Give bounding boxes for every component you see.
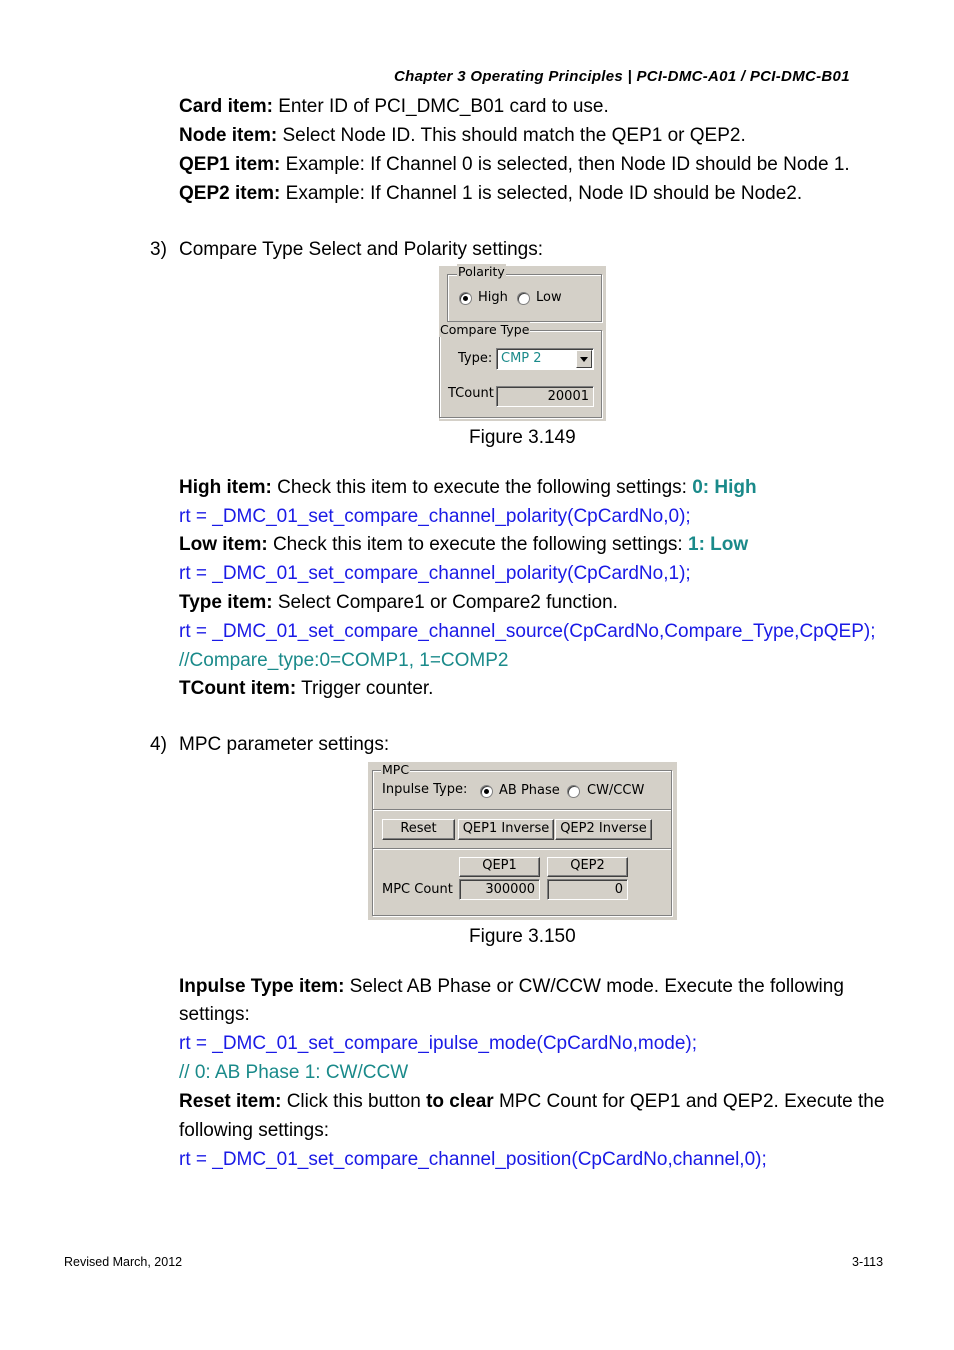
high-item-label: High item: (179, 477, 272, 498)
node-item-text: Select Node ID. This should match the QEP1 or QEP2. (277, 125, 746, 146)
card-item-label: Card item: (179, 96, 273, 117)
inpulse-item-comment: // 0: AB Phase 1: CW/CCW (179, 1062, 409, 1083)
qep2-item-label: QEP2 item: (179, 183, 281, 204)
radio-selected-dot (463, 296, 468, 301)
high-item-code: rt = _DMC_01_set_compare_channel_polarity(CpCardNo,0); (179, 506, 691, 527)
qep2-mpc-count-field[interactable]: 0 (547, 879, 628, 900)
high-radio[interactable] (459, 292, 472, 305)
low-item-line (179, 534, 748, 556)
reset-item-text-b: MPC Count for QEP1 and QEP2. Execute the (493, 1091, 885, 1112)
cw-ccw-label: CW/CCW (587, 783, 645, 798)
qep1-inverse-button[interactable]: QEP1 Inverse (458, 819, 554, 840)
mpc-legend: MPC (382, 762, 410, 777)
ab-phase-radio[interactable] (480, 785, 493, 798)
low-item-label: Low item: (179, 534, 268, 555)
low-item-value: 1: Low (688, 534, 749, 555)
tcount-field[interactable]: 20001 (496, 386, 594, 407)
reset-item-bold: to clear (426, 1091, 494, 1112)
type-item-code: rt = _DMC_01_set_compare_channel_source(CpCardNo,Compare_Type,CpQEP); (179, 621, 876, 642)
inpulse-item-text-cont: settings: (179, 1004, 250, 1025)
reset-item-text-cont: following settings: (179, 1120, 329, 1141)
radio-selected-dot (484, 789, 489, 794)
qep2-inverse-button[interactable]: QEP2 Inverse (555, 819, 652, 840)
type-item-comment: //Compare_type:0=COMP1, 1=COMP2 (179, 650, 509, 671)
tcount-item-line (179, 678, 433, 700)
node-item-line (179, 125, 746, 147)
card-item-line (179, 96, 609, 118)
footer-revision: Revised March, 2012 (64, 1255, 183, 1269)
type-label: Type: (458, 351, 493, 366)
divider (373, 848, 671, 850)
qep2-item-line (179, 183, 802, 205)
high-radio-label: High (478, 290, 508, 305)
figure-3-150-caption: Figure 3.150 (469, 926, 576, 947)
node-item-label: Node item: (179, 125, 278, 146)
cw-ccw-radio[interactable] (567, 785, 580, 798)
qep2-column-header: QEP2 (547, 857, 628, 877)
polarity-compare-dialog (439, 266, 606, 421)
low-radio-label: Low (536, 290, 562, 305)
type-select[interactable] (496, 348, 594, 370)
low-item-text: Check this item to execute the following settings: (267, 534, 688, 555)
ab-phase-label: AB Phase (499, 783, 560, 798)
reset-item-label: Reset item: (179, 1091, 282, 1112)
type-item-text: Select Compare1 or Compare2 function. (272, 592, 618, 613)
tcount-item-text: Trigger counter. (296, 678, 434, 699)
high-item-line (179, 477, 757, 499)
type-item-line (179, 592, 618, 614)
type-item-label: Type item: (179, 592, 273, 613)
section-3-number: 3) (150, 239, 167, 260)
reset-item-line (179, 1091, 884, 1113)
inpulse-item-text: Select AB Phase or CW/CCW mode. Execute the following (344, 976, 844, 997)
card-item-text: Enter ID of PCI_DMC_B01 card to use. (272, 96, 609, 117)
low-radio[interactable] (517, 292, 530, 305)
reset-button[interactable]: Reset (382, 819, 455, 840)
page-header: Chapter 3 Operating Principles | PCI-DMC-A01 / PCI-DMC-B01 (394, 68, 850, 85)
inpulse-item-line (179, 976, 844, 998)
figure-3-149-caption: Figure 3.149 (469, 427, 576, 448)
low-item-code: rt = _DMC_01_set_compare_channel_polarity(CpCardNo,1); (179, 563, 691, 584)
compare-type-legend: Compare Type (440, 322, 530, 337)
inpulse-type-label: Inpulse Type: (382, 782, 468, 797)
qep1-item-label: QEP1 item: (179, 154, 281, 175)
section-3-title: Compare Type Select and Polarity settings: (179, 239, 544, 260)
reset-item-code: rt = _DMC_01_set_compare_channel_position(CpCardNo,channel,0); (179, 1149, 767, 1170)
qep1-mpc-count-field[interactable]: 300000 (459, 879, 540, 900)
section-4-title: MPC parameter settings: (179, 734, 390, 755)
reset-item-text: Click this button (281, 1091, 427, 1112)
chevron-down-icon[interactable] (576, 350, 592, 368)
qep1-item-text: Example: If Channel 0 is selected, then Node ID should be Node 1. (280, 154, 850, 175)
high-item-value: 0: High (692, 477, 757, 498)
mpc-dialog (368, 762, 677, 920)
divider (373, 809, 671, 811)
qep1-column-header: QEP1 (459, 857, 540, 877)
section-4-number: 4) (150, 734, 167, 755)
polarity-legend: Polarity (458, 264, 505, 279)
tcount-item-label: TCount item: (179, 678, 297, 699)
inpulse-item-code: rt = _DMC_01_set_compare_ipulse_mode(CpCardNo,mode); (179, 1033, 698, 1054)
qep1-item-line (179, 154, 850, 176)
footer-page-number: 3-113 (852, 1255, 884, 1269)
qep2-item-text: Example: If Channel 1 is selected, Node ID should be Node2. (280, 183, 803, 204)
inpulse-item-label: Inpulse Type item: (179, 976, 345, 997)
tcount-label: TCount (448, 386, 494, 401)
high-item-text: Check this item to execute the following settings: (271, 477, 693, 498)
type-select-value: CMP 2 (501, 351, 542, 366)
mpc-count-label: MPC Count (382, 882, 453, 897)
